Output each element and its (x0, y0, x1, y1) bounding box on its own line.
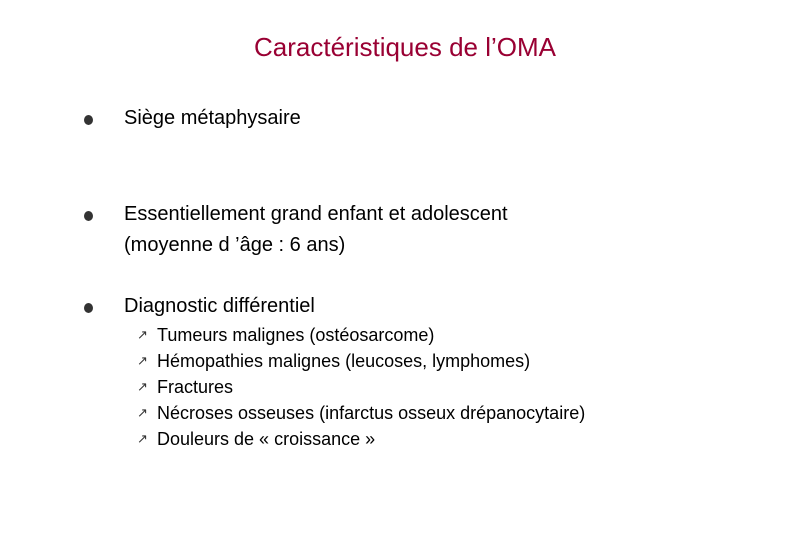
bullet-item (84, 200, 784, 260)
sub-bullet-text: Fractures (157, 377, 234, 397)
diagonal-arrow-icon: ↗ (137, 353, 148, 368)
bullet-text-line: Essentiellement grand enfant et adolescent (124, 203, 508, 225)
bullet-item (84, 292, 784, 322)
sub-bullet-text: Douleurs de « croissance » (157, 429, 376, 449)
bullet-item (84, 104, 784, 134)
sub-bullet-text: Hémopathies malignes (leucoses, lymphomes) (157, 351, 531, 371)
diagonal-arrow-icon: ↗ (137, 327, 148, 342)
bullet-text: Siège métaphysaire (124, 107, 301, 129)
sub-bullet-text: Nécroses osseuses (infarctus osseux drépanocytaire) (157, 403, 586, 423)
bullet-dot-icon (84, 115, 93, 125)
bullet-dot-icon (84, 303, 93, 313)
diagonal-arrow-icon: ↗ (137, 405, 148, 420)
bullet-text-line: (moyenne d ’âge : 6 ans) (124, 234, 346, 256)
sub-bullet-text: Tumeurs malignes (ostéosarcome) (157, 325, 435, 345)
slide-title: Caractéristiques de l’OMA (254, 32, 556, 62)
diagonal-arrow-icon: ↗ (137, 431, 148, 446)
bullet-text: Diagnostic différentiel (124, 295, 315, 317)
diagonal-arrow-icon: ↗ (137, 379, 148, 394)
bullet-dot-icon (84, 211, 93, 221)
